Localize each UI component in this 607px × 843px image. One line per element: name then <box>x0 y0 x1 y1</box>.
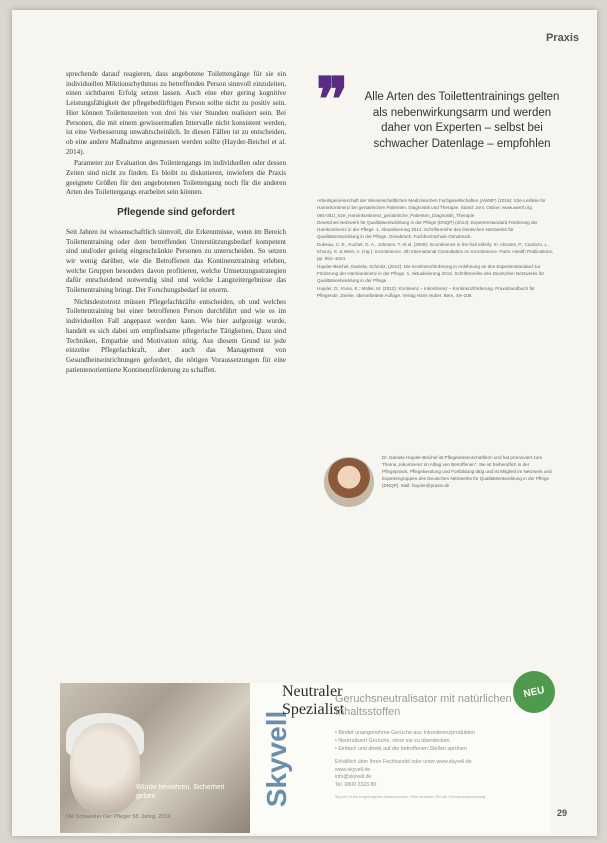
reference-item: Hayder-Beichel, Daniela; Schmitz, (2014): Die Kontinenzförderung in Anlehnung an den Expertenstandard zur Förderung der Harnkontinenz in der Pflege. 1. Aktualisierung 2014. Schriftenreihe des Deutschen Netzwerks für Qualitätsentwicklung in der Pflege. <box>317 263 545 284</box>
quote-mark-icon: ❞ <box>316 65 349 135</box>
article-column <box>66 70 286 377</box>
ad-photo-caption: Würde bewahren. Sicherheit geben. <box>136 784 225 800</box>
reference-item: Hayder, D.; Kuno, E.; Müller, M. (2012): Kontinenz – Inkontinenz – Kontinenzförderung. Praxishandbuch für Pflegende. Zweite, überarbeitete Auflage. Verlag Hans Huber. Bern, 49–108. <box>317 285 535 298</box>
section-label: Praxis <box>545 32 579 44</box>
magazine-page <box>12 10 597 836</box>
ad-bullet: • Einfach und direkt auf die betroffenen Stellen sprühen <box>335 745 550 753</box>
journal-footer: Die Schwester Der Pfleger 58. Jahrg. 2019 <box>66 814 171 820</box>
references-list <box>317 197 555 299</box>
ad-contact-line: Erhältlich über Ihren Fachhandel oder unter www.skyvell.de <box>335 759 472 765</box>
page-number: 29 <box>556 808 567 818</box>
ad-photo <box>60 683 250 833</box>
new-badge: NEU <box>509 667 559 717</box>
ad-bullet: • Bindet unangenehme Gerüche aus Inkontinenzprodukten <box>335 729 550 737</box>
ad-tagline-strip <box>282 683 345 833</box>
ad-phone: Tel. 0800 2323 80 <box>335 781 377 788</box>
article-paragraph: sprechende darauf reagieren, dass angebotene Toilettengänge für sie ein individuellen Miktionsrhythmus zu betreffenden Person sinnvoll einzuleiten, einen sichtbaren Erfolg setzen lassen. Auch eine eher gering kognitive Leistungsfähigkeit der pflegebedürftigen Person sollte nicht zu positiv sein. Hier können Toilettenzeiten von drei bis vier Stunden realisiert sein. Bei Personen, die mit einem gewissermaßen Intervalle nicht konsistent werden, ist eine Verbesserung unwahrscheinlich. In diesen Fällen ist zu entscheiden, ob eine andere Maßnahme angemessen werden sollte (Hayder-Beichel et al. 2014). <box>66 70 286 156</box>
article-subheading: Pflegende sind gefordert <box>117 207 235 219</box>
ad-headline: Geruchsneutralisator mit natürlichen Inhaltsstoffen <box>335 693 512 718</box>
reference-item: Dubeau, C. E., Kuchel, G. A., Johnson, T. et al. (2009): Incontinence in the frail elderly. In: Abrams, P., Cardozo, L., Khoury, S. & Wein, A. (Hg.): Incontinence. 4th International Consultation on Incontinence. Paris: Health Publications, pp. 961–1024. <box>317 242 554 262</box>
ad-bullet: • Neutralisiert Gerüche, ohne sie zu überdecken <box>335 737 550 745</box>
author-bio: Dr. Daniela Hayder-Beichel ist Pflegewissenschaftlerin und hat promoviert zum Thema „Inkontinenz im Alltag von Betroffenen“. Sie ist freiberuflich in der Pflegepraxis, Pflegeberatung und Fortbildung tätig und ist Mitglied im Netzwerk und Expertengruppen des Deutschen Netzwerks für Qualitätsentwicklung in der Pflege (DNQP). Mail: hayder@praxis.de <box>382 455 552 488</box>
reference-item: 084-001l_S2e_Harninkontinenz_geriatrische_Patienten_Diagnostik_Therapie <box>317 212 475 218</box>
reference-item: Arbeitsgemeinschaft der Wissenschaftlichen Medizinischen Fachgesellschaften (AWMF) (2019): S2e-Leitlinie für Harninkontinenz bei geriatrischen Patienten, Diagnostik und Therapie. Stand: Juni. Online: www.awmf.org <box>317 198 546 211</box>
brand-tagline: Neutraler Spezialist <box>282 683 345 718</box>
ad-contact <box>335 759 550 789</box>
advertisement <box>60 683 550 833</box>
ad-footnote: Skyvell ist ein eingetragenes Warenzeichen. Bitte beachten Sie die Gebrauchsanweisung. <box>335 795 487 799</box>
article-paragraph: Seit Jahren ist wissenschaftlich sinnvoll, die Erkenntnisse, wenn im Bereich Toilettentraining oder dem betreffenden Unterstützungsbedarf kompetent sind und/oder geistig eingeschränkte Personen zu unterscheiden. So setzen wir wenig darüber, wie die Betroffenen das Kontinenztraining erleben, welche Gruppen besonders davon profitieren, welche Umsetzungsstrategien dafür entscheidend notwendig sind und welche Langzeitergebnisse das Toilettentraining bringt. Der Forschungsbedarf ist enorm. <box>66 227 286 295</box>
article-paragraph: Nichtsdestotrotz müssen Pflegefachkräfte entscheiden, ob und welches Toilettentraining bei einer betroffenen Person durchführt und wie es im individuellen Fall angepasst werden kann. Wie hier aufgezeigt wurde, handelt es sich dabei um empfindsame pflegerische Tätigkeiten, Dazu sind Techniken, Empathie und Motivation nötig. Aus diesem Grund ist jede einzelne Pflegefachkraft, aber auch das Management von Gesundheitseinrichtungen gefordert, die nötigen Voraussetzungen für eine patientenorientierte Kontinenzförderung zu schaffen. <box>66 297 286 374</box>
article-paragraph: Parameter zur Evaluation des Toilettengangs im individuellen oder dessen Zeiten sind nicht zu finden. Es bleibt zu diskutieren, inwiefern die Praxis geeignete Größen für den angebotenen Toilettengang noch für die anderen Arten des Toilettengangs erarbeitet sein können. <box>66 159 286 197</box>
author-photo <box>324 457 374 507</box>
ad-copy <box>335 693 550 800</box>
ad-bullet-list <box>335 729 550 753</box>
brand-logo: Skyvell <box>261 710 292 808</box>
ad-photo-face <box>70 723 140 813</box>
reference-item: Deutsches Netzwerk für Qualitätsentwicklung in der Pflege (DNQP) (2014): Expertenstandard Förderung der Harnkontinenz in der Pflege. 1. Aktualisierung 2014. Schriftenreihe des Deutschen Netzwerks für Qualitätsentwicklung in der Pflege. Osnabrück: Fachhochschule Osnabrück. <box>317 220 538 240</box>
ad-email: info@skyvell.de <box>335 774 372 780</box>
pullquote: Alle Arten des Toilettentrainings gelten als nebenwirkungsarm und werden daher von Experten – selbst bei schwacher Datenlage – empfohlen <box>364 91 560 150</box>
ad-website: www.skyvell.de <box>335 766 371 773</box>
